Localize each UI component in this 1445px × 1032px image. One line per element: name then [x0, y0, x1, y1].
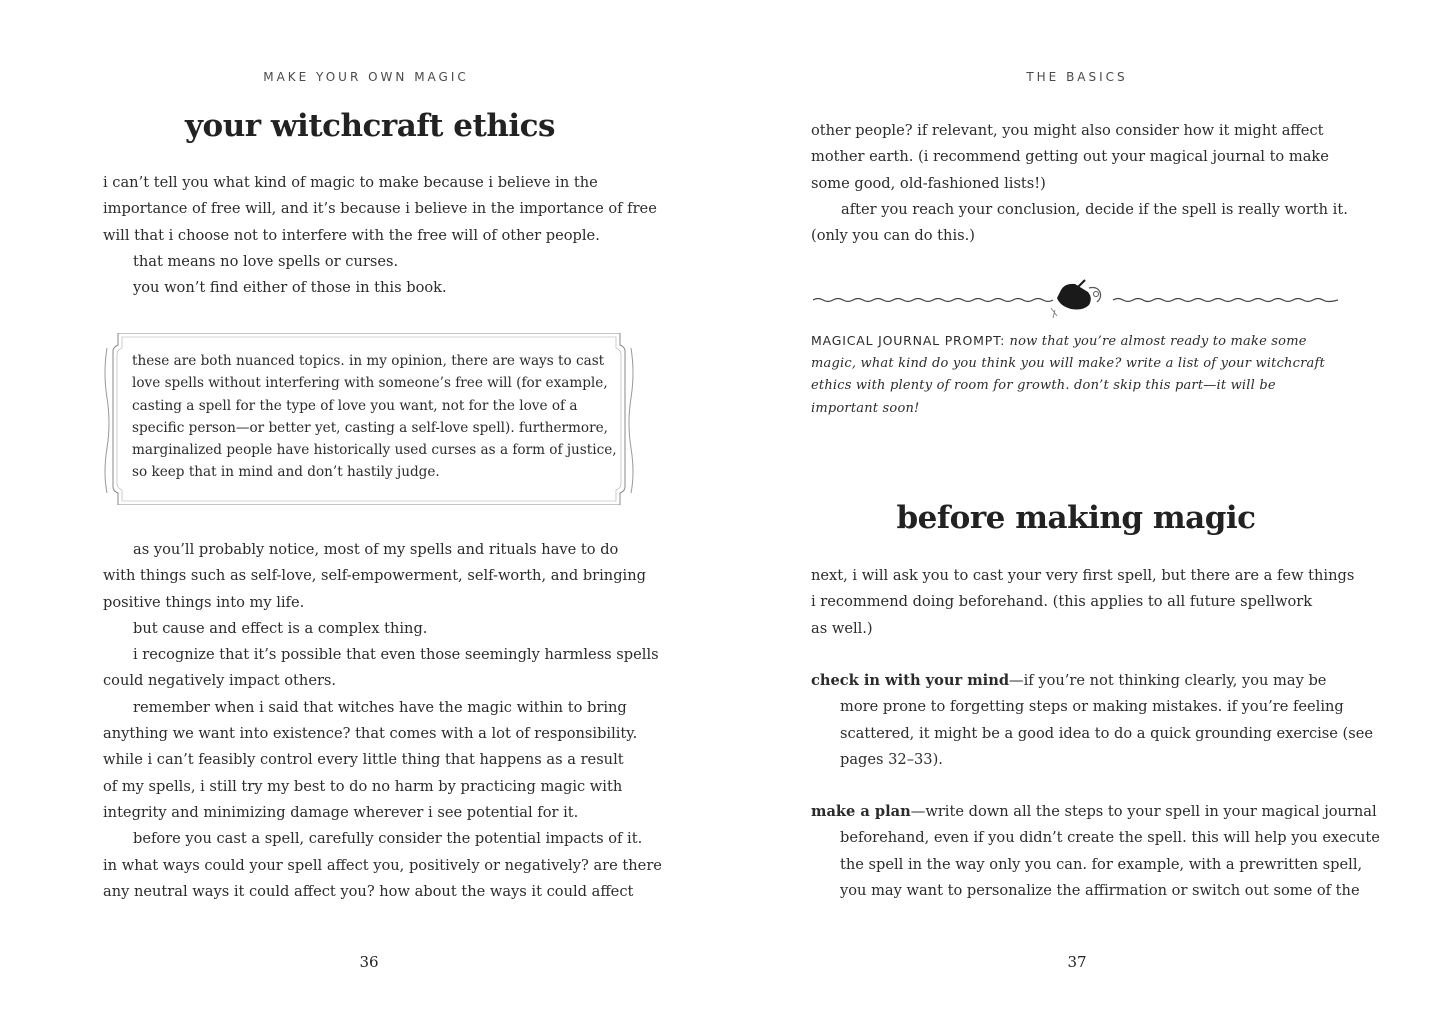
section-title-ethics: your witchcraft ethics: [185, 108, 555, 144]
page-number-left: 36: [359, 953, 379, 971]
body-line: i recognize that it’s possible that even those seemingly harmless spells: [133, 646, 659, 664]
next-line: next, i will ask you to cast your very first spell, but there are a few things: [811, 567, 1355, 584]
list-line: beforehand, even if you didn’t create the spell. this will help you execute: [840, 829, 1380, 847]
list-line: you may want to personalize the affirmation or switch out some of the: [840, 881, 1360, 899]
hand-writing-icon: [1051, 280, 1101, 318]
next-paragraph: [811, 563, 1354, 642]
intro-line: i can’t tell you what kind of magic to make because i believe in the: [103, 174, 598, 191]
page-number-right: 37: [1067, 953, 1087, 971]
body-line: positive things into my life.: [103, 593, 305, 611]
list-term: check in with your mind: [811, 672, 1010, 689]
body-line: integrity and minimizing damage wherever i see potential for it.: [103, 803, 579, 821]
prompt-line: now that you’re almost ready to make some: [1009, 334, 1307, 349]
decorative-divider: [813, 278, 1338, 328]
intro-line: will that i choose not to interfere with the free will of other people.: [103, 226, 600, 244]
list-line: —if you’re not thinking clearly, you may be: [1009, 672, 1327, 689]
body-line: before you cast a spell, carefully consider the potential impacts of it.: [133, 830, 643, 848]
section-title-before: before making magic: [896, 500, 1256, 536]
continued-line: mother earth. (i recommend getting out your magical journal to make: [811, 148, 1329, 166]
body-line: but cause and effect is a complex thing.: [133, 619, 428, 637]
list-line: pages 32–33).: [840, 750, 943, 768]
list-line: the spell in the way only you can. for example, with a prewritten spell,: [840, 855, 1363, 873]
intro-line: you won’t find either of those in this book.: [133, 279, 447, 297]
prompt-line: important soon!: [811, 400, 920, 416]
continued-line: other people? if relevant, you might also consider how it might affect: [811, 122, 1324, 139]
box-line: these are both nuanced topics. in my opinion, there are ways to cast: [132, 353, 605, 369]
continued-line: (only you can do this.): [811, 227, 975, 245]
sidebar-box-text: [132, 350, 617, 484]
box-line: specific person—or better yet, casting a self-love spell). furthermore,: [132, 419, 608, 436]
next-line: as well.): [811, 619, 873, 637]
body-line: with things such as self-love, self-empowerment, self-worth, and bringing: [103, 567, 646, 585]
running-head-right: THE BASICS: [1026, 70, 1128, 84]
list-line: —write down all the steps to your spell in your magical journal: [910, 803, 1377, 820]
body-line: could negatively impact others.: [103, 672, 337, 690]
journal-prompt: [811, 330, 1325, 420]
continued-paragraph: [811, 118, 1348, 249]
body-paragraph: [103, 537, 662, 905]
body-line: in what ways could your spell affect you, positively or negatively? are there: [103, 856, 662, 874]
intro-line: that means no love spells or curses.: [133, 252, 399, 270]
box-line: casting a spell for the type of love you want, not for the love of a: [132, 397, 578, 414]
body-line: of my spells, i still try my best to do no harm by practicing magic with: [103, 777, 623, 795]
running-head-left: MAKE YOUR OWN MAGIC: [263, 70, 469, 84]
list-line: scattered, it might be a good idea to do a quick grounding exercise (see: [840, 724, 1374, 742]
prompt-label: MAGICAL JOURNAL PROMPT:: [811, 333, 1006, 348]
next-line: i recommend doing beforehand. (this applies to all future spellwork: [811, 593, 1313, 611]
intro-line: importance of free will, and it’s because i believe in the importance of free: [103, 200, 657, 218]
box-line: love spells without interfering with someone’s free will (for example,: [132, 375, 608, 392]
continued-line: after you reach your conclusion, decide if the spell is really worth it.: [841, 200, 1348, 218]
list-item-mind: [811, 668, 1373, 773]
box-line: so keep that in mind and don’t hastily judge.: [132, 464, 440, 481]
body-line: while i can’t feasibly control every little thing that happens as a result: [103, 751, 624, 769]
continued-line: some good, old-fashioned lists!): [811, 174, 1046, 192]
box-line: marginalized people have historically used curses as a form of justice,: [132, 442, 617, 459]
body-line: anything we want into existence? that comes with a lot of responsibility.: [103, 725, 638, 743]
prompt-line: ethics with plenty of room for growth. don’t skip this part—it will be: [811, 378, 1276, 394]
intro-paragraph: [103, 170, 657, 301]
body-line: any neutral ways it could affect you? how about the ways it could affect: [103, 882, 634, 900]
list-item-plan: [811, 799, 1380, 904]
body-line: remember when i said that witches have the magic within to bring: [133, 698, 627, 716]
prompt-line: magic, what kind do you think you will make? write a list of your witchcraft: [811, 356, 1325, 372]
body-line: as you’ll probably notice, most of my spells and rituals have to do: [133, 541, 619, 558]
list-line: more prone to forgetting steps or making mistakes. if you’re feeling: [840, 698, 1344, 716]
list-term: make a plan: [811, 803, 911, 820]
